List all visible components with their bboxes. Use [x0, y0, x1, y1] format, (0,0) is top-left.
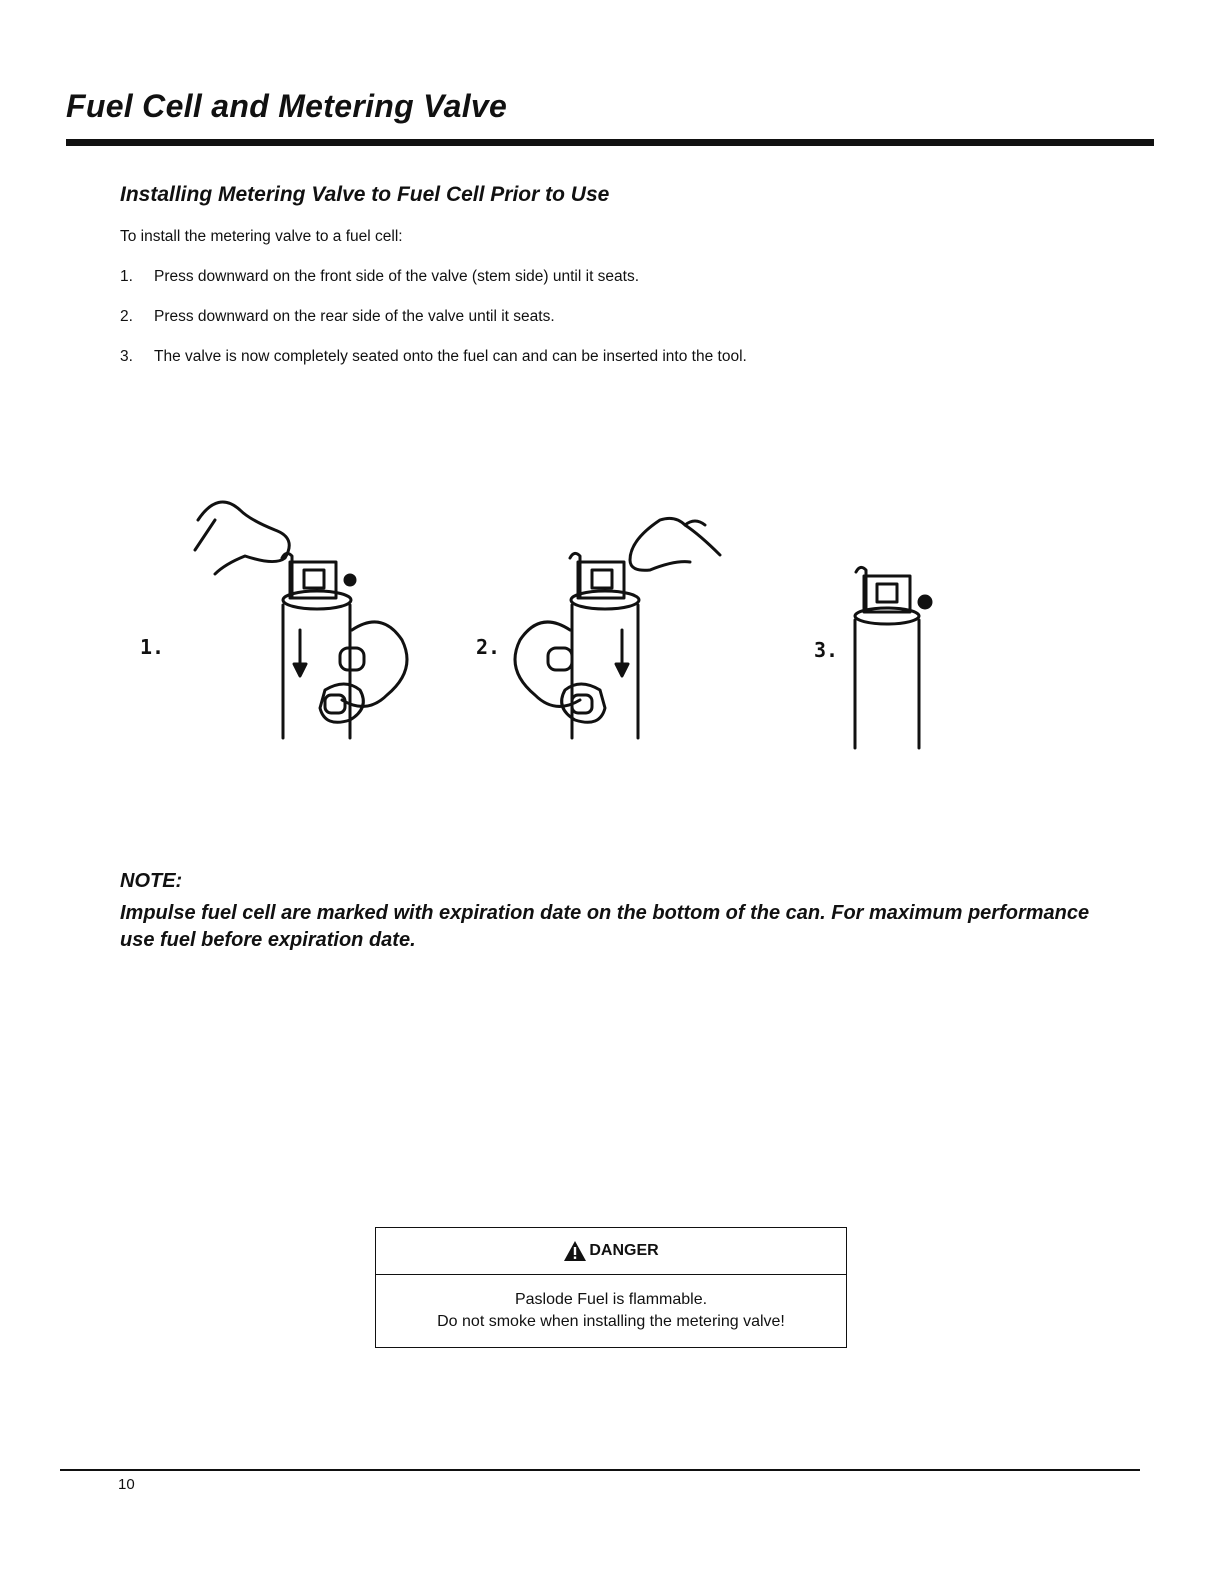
fuel-can-step-1 [195, 502, 407, 738]
page-number: 10 [118, 1476, 135, 1493]
danger-header [376, 1228, 846, 1275]
fuel-can-step-3 [855, 567, 931, 748]
danger-box [375, 1227, 847, 1348]
steps-list [120, 268, 747, 388]
figure-label-2: 2. [476, 635, 501, 659]
step-text: Press downward on the rear side of the valve until it seats. [154, 308, 555, 325]
step-number: 1. [120, 268, 133, 285]
warning-triangle-icon [563, 1240, 587, 1262]
installation-illustration [120, 480, 960, 760]
step-number: 2. [120, 308, 133, 325]
step-text: The valve is now completely seated onto the fuel can and can be inserted into the tool. [154, 348, 747, 365]
note-text: Impulse fuel cell are marked with expiration date on the bottom of the can. For maximum performance use fuel before expiration date. [120, 902, 1090, 951]
step-text: Press downward on the front side of the valve (stem side) until it seats. [154, 268, 640, 285]
installation-figure [120, 480, 960, 760]
note-label: NOTE: [120, 870, 183, 892]
intro-text: To install the metering valve to a fuel cell: [120, 228, 403, 245]
danger-line-2: Do not smoke when installing the metering valve! [437, 1313, 785, 1330]
danger-body [376, 1275, 846, 1333]
figure-label-1: 1. [140, 635, 165, 659]
step-3 [120, 348, 747, 388]
page-title: Fuel Cell and Metering Valve [66, 88, 508, 124]
danger-heading: DANGER [589, 1242, 659, 1259]
footer-rule [60, 1469, 1140, 1471]
step-number: 3. [120, 348, 133, 365]
figure-label-3: 3. [814, 638, 839, 662]
step-2 [120, 308, 747, 348]
section-subtitle: Installing Metering Valve to Fuel Cell Prior to Use [120, 183, 610, 206]
title-rule [66, 139, 1154, 146]
danger-line-1: Paslode Fuel is flammable. [514, 1291, 708, 1308]
step-1 [120, 268, 747, 308]
fuel-can-step-2 [515, 518, 720, 738]
